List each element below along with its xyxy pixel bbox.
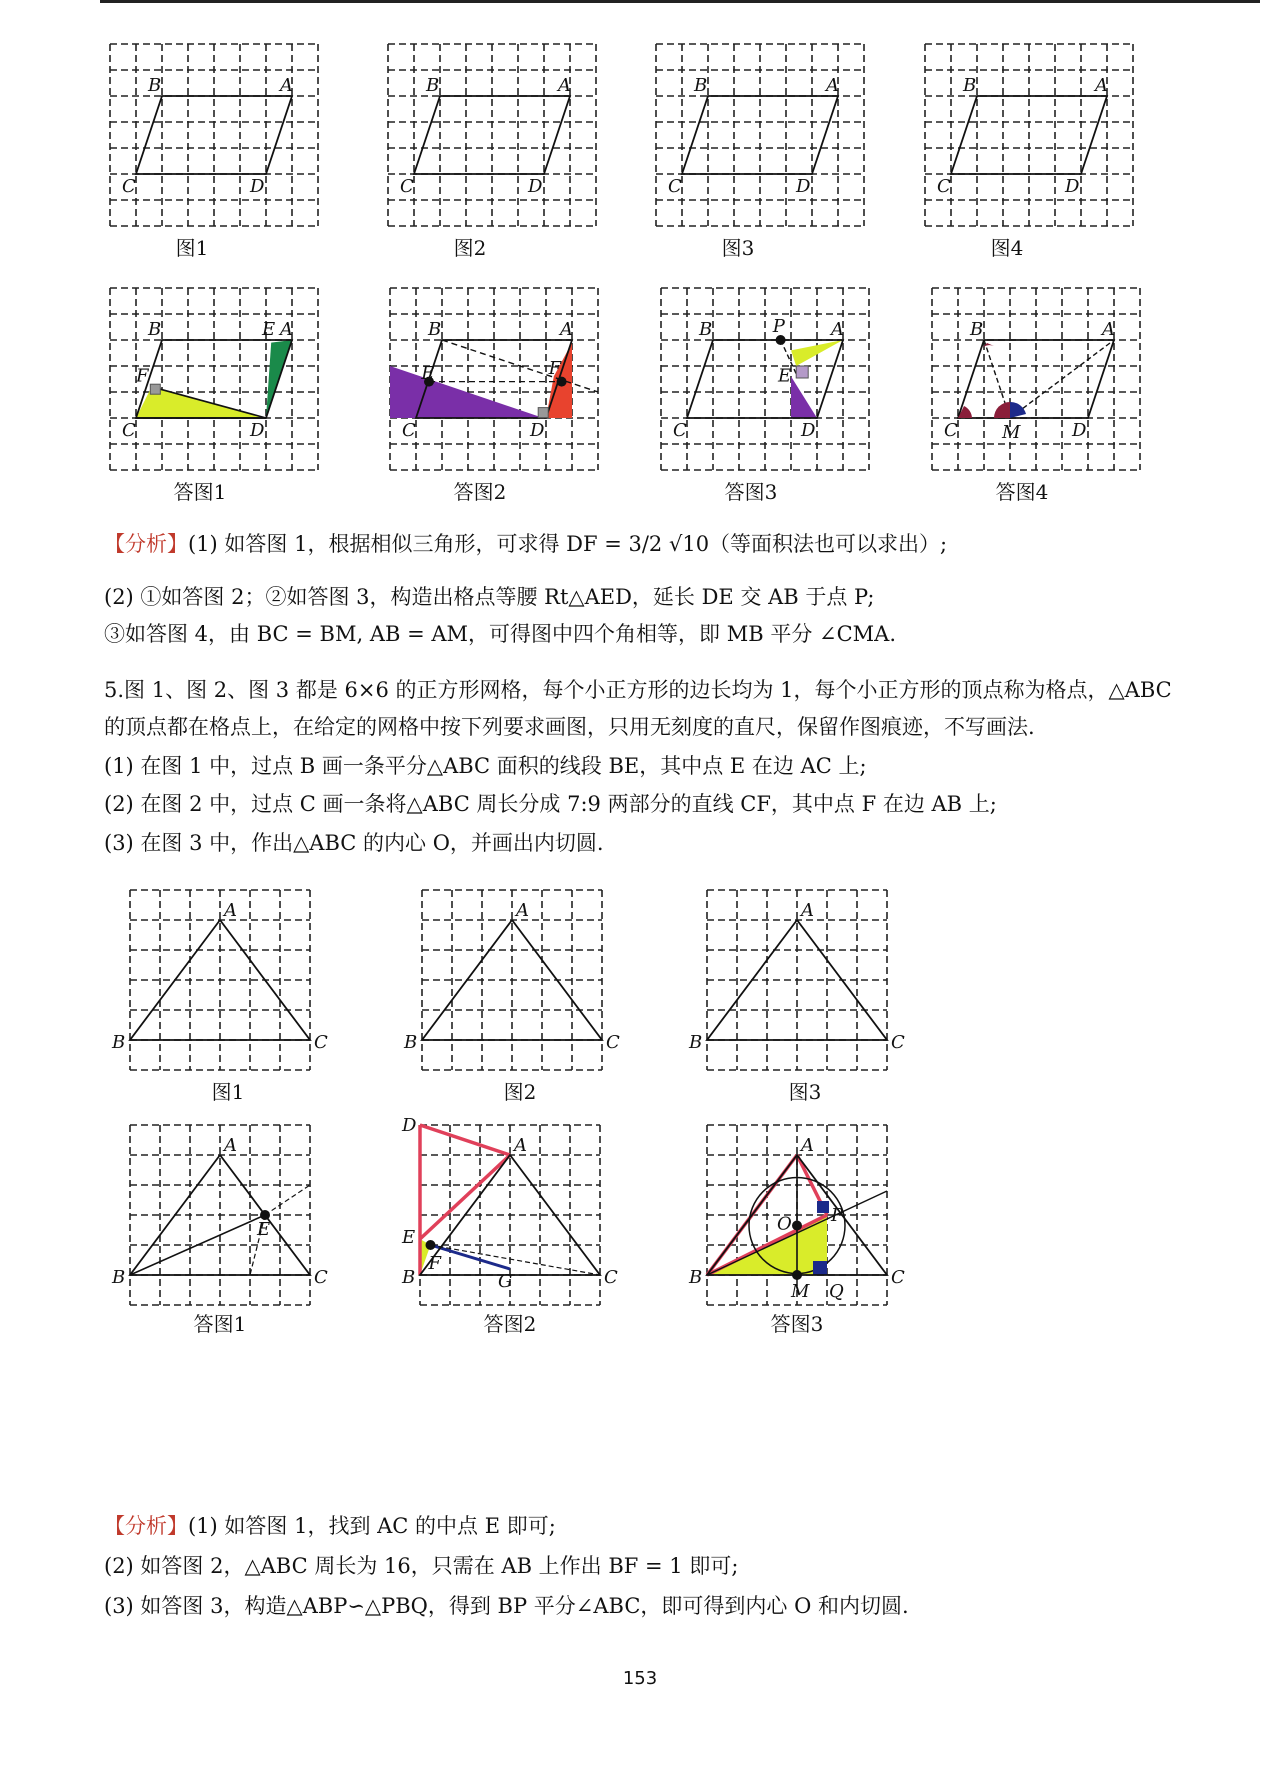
label-A: A bbox=[516, 900, 529, 921]
caption-row4-2: 答图2 bbox=[483, 1312, 537, 1336]
label-C: C bbox=[402, 420, 416, 441]
label-C: C bbox=[891, 1032, 905, 1053]
label-D: D bbox=[530, 420, 545, 441]
right-angle-mark bbox=[813, 1261, 827, 1275]
angle-mark-M-right bbox=[1010, 402, 1026, 418]
answer-figure-2 bbox=[380, 282, 625, 482]
caption-row2-3: 答图3 bbox=[724, 480, 778, 504]
label-B: B bbox=[148, 319, 162, 340]
problem5-line2: 的顶点都在格点上，在给定的网格中按下列要求画图，只用无刻度的直尺，保留作图痕迹，不写画法. bbox=[104, 715, 1035, 739]
label-P: P bbox=[772, 316, 785, 338]
label-C: C bbox=[604, 1267, 618, 1288]
dashed-grid bbox=[656, 44, 864, 226]
caption-row3-3: 图3 bbox=[788, 1080, 822, 1104]
dashed-line bbox=[1010, 340, 1114, 418]
label-A: A bbox=[826, 75, 839, 96]
top-rule bbox=[100, 0, 1260, 3]
dashed-grid bbox=[925, 44, 1133, 226]
caption-row2-2: 答图2 bbox=[453, 480, 507, 504]
label-D: D bbox=[528, 176, 543, 197]
analysis4-line2: (2) ①如答图 2；②如答图 3，构造出格点等腰 Rt△AED，延长 DE 交 AB 于点 P; bbox=[104, 585, 875, 609]
dashed-grid bbox=[388, 44, 596, 226]
label-A: A bbox=[280, 75, 293, 96]
label-A: A bbox=[560, 319, 573, 340]
label-B: B bbox=[689, 1032, 703, 1053]
dashed-grid bbox=[110, 44, 318, 226]
label-A: A bbox=[280, 319, 293, 340]
label-C: C bbox=[891, 1267, 905, 1288]
label-B: B bbox=[148, 75, 162, 96]
right-angle-mark bbox=[538, 408, 548, 418]
label-B: B bbox=[428, 319, 442, 340]
segment-AE bbox=[420, 1155, 510, 1239]
label-C: C bbox=[122, 176, 136, 197]
angle-mark-M-left bbox=[994, 402, 1010, 418]
label-M: M bbox=[791, 1281, 810, 1302]
right-angle-mark bbox=[817, 1201, 829, 1213]
caption-row1-3: 图3 bbox=[721, 236, 755, 260]
label-D: D bbox=[402, 1115, 417, 1136]
dashed-grid bbox=[130, 890, 310, 1070]
label-E: E bbox=[257, 1219, 271, 1240]
triangle-figure-1 bbox=[110, 880, 340, 1090]
analysis4-line3: ③如答图 4，由 BC = BM, AB = AM，可得图中四个角相等，即 MB 平分 ∠CMA. bbox=[104, 622, 897, 646]
problem5-line5: (3) 在图 3 中，作出△ABC 的内心 O，并画出内切圆. bbox=[104, 831, 604, 855]
label-C: C bbox=[314, 1032, 328, 1053]
label-A: A bbox=[514, 1135, 527, 1156]
caption-row2-4: 答图4 bbox=[995, 480, 1049, 504]
caption-row3-1: 图1 bbox=[211, 1080, 245, 1104]
triangle-answer-figure-2 bbox=[400, 1115, 635, 1325]
label-F: F bbox=[136, 365, 149, 387]
label-A: A bbox=[558, 75, 571, 96]
label-A: A bbox=[801, 1135, 814, 1156]
right-angle-mark bbox=[150, 384, 160, 394]
label-C: C bbox=[122, 420, 136, 441]
dashed-grid bbox=[661, 288, 869, 470]
label-B: B bbox=[963, 75, 977, 96]
label-Q: Q bbox=[829, 1281, 844, 1302]
label-P: P bbox=[831, 1205, 844, 1226]
figure-2 bbox=[378, 38, 618, 238]
label-C: C bbox=[944, 420, 958, 441]
problem5-line4: (2) 在图 2 中，过点 C 画一条将△ABC 周长分成 7:9 两部分的直线 CF，其中点 F 在边 AB 上; bbox=[104, 792, 997, 816]
label-D: D bbox=[250, 176, 265, 197]
dashed-grid bbox=[422, 890, 602, 1070]
label-B: B bbox=[970, 319, 984, 340]
caption-row1-1: 图1 bbox=[175, 236, 209, 260]
label-F: F bbox=[428, 1253, 441, 1274]
triangle-answer-figure-1 bbox=[110, 1115, 345, 1325]
label-A: A bbox=[224, 1135, 237, 1156]
label-B: B bbox=[426, 75, 440, 96]
label-M: M bbox=[1002, 422, 1021, 443]
segment-DA bbox=[420, 1125, 510, 1155]
label-D: D bbox=[250, 420, 265, 441]
problem5-line1: 5.图 1、图 2、图 3 都是 6×6 的正方形网格，每个小正方形的边长均为 1，每个小正方形的顶点称为格点，△ABC bbox=[104, 678, 1172, 702]
caption-row4-1: 答图1 bbox=[193, 1312, 247, 1336]
answer-figure-1 bbox=[100, 282, 345, 482]
label-B: B bbox=[699, 319, 713, 340]
label-A: A bbox=[831, 319, 844, 340]
label-C: C bbox=[606, 1032, 620, 1053]
problem5-line3: (1) 在图 1 中，过点 B 画一条平分△ABC 面积的线段 BE，其中点 E 在边 AC 上; bbox=[104, 754, 867, 778]
dashed-line bbox=[431, 1245, 601, 1275]
label-D: D bbox=[801, 420, 816, 441]
dashed-line bbox=[265, 1185, 310, 1215]
label-C: C bbox=[314, 1267, 328, 1288]
label-O: O bbox=[777, 1213, 792, 1235]
analysis5-line2: (2) 如答图 2，△ABC 周长为 16，只需在 AB 上作出 BF = 1 即可; bbox=[104, 1554, 739, 1578]
label-C: C bbox=[937, 176, 951, 197]
label-D: D bbox=[796, 176, 811, 197]
label-D: D bbox=[1072, 420, 1087, 441]
figure-3 bbox=[646, 38, 886, 238]
label-F: F bbox=[548, 357, 562, 379]
answer-figure-4 bbox=[922, 282, 1167, 482]
label-B: B bbox=[694, 75, 708, 96]
label-E: E bbox=[778, 365, 792, 387]
label-A: A bbox=[801, 900, 814, 921]
analysis5-line1: 【分析】(1) 如答图 1，找到 AC 的中点 E 即可; bbox=[104, 1514, 556, 1538]
label-B: B bbox=[402, 1267, 416, 1288]
analysis4-line1: 【分析】(1) 如答图 1，根据相似三角形，可求得 DF = 3/2 √10（等面积法也可以求出）; bbox=[104, 532, 948, 556]
label-C: C bbox=[673, 420, 687, 441]
right-angle-mark bbox=[796, 366, 808, 378]
label-E: E bbox=[402, 1227, 416, 1248]
label-D: D bbox=[1065, 176, 1080, 197]
figure-1 bbox=[100, 38, 340, 238]
label-A: A bbox=[1095, 75, 1108, 96]
label-A: A bbox=[1102, 319, 1115, 340]
label-E: E bbox=[421, 363, 435, 384]
dashed-grid bbox=[130, 1125, 310, 1305]
triangle-figure-2 bbox=[402, 880, 632, 1090]
dashed-grid bbox=[707, 890, 887, 1070]
label-E: E bbox=[262, 319, 276, 340]
caption-row1-2: 图2 bbox=[453, 236, 487, 260]
page-number: 153 bbox=[622, 1668, 658, 1689]
analysis5-line3: (3) 如答图 3，构造△ABP∽△PBQ，得到 BP 平分∠ABC，即可得到内心 O 和内切圆. bbox=[104, 1594, 909, 1618]
caption-row4-3: 答图3 bbox=[770, 1312, 824, 1336]
label-C: C bbox=[400, 176, 414, 197]
caption-row1-4: 图4 bbox=[990, 236, 1024, 260]
triangle-answer-figure-3 bbox=[687, 1115, 922, 1325]
label-B: B bbox=[112, 1032, 126, 1053]
label-G: G bbox=[498, 1271, 513, 1292]
point-F bbox=[426, 1240, 436, 1250]
label-A: A bbox=[224, 900, 237, 921]
dashed-grid bbox=[932, 288, 1140, 470]
point-O bbox=[792, 1221, 802, 1231]
caption-row3-2: 图2 bbox=[503, 1080, 537, 1104]
answer-figure-3 bbox=[651, 282, 896, 482]
triangle-figure-3 bbox=[687, 880, 917, 1090]
shaded-triangle-purple bbox=[791, 376, 817, 418]
label-B: B bbox=[404, 1032, 418, 1053]
label-B: B bbox=[689, 1267, 703, 1288]
figure-4 bbox=[915, 38, 1155, 238]
label-C: C bbox=[668, 176, 682, 197]
label-B: B bbox=[112, 1267, 126, 1288]
caption-row2-1: 答图1 bbox=[173, 480, 227, 504]
